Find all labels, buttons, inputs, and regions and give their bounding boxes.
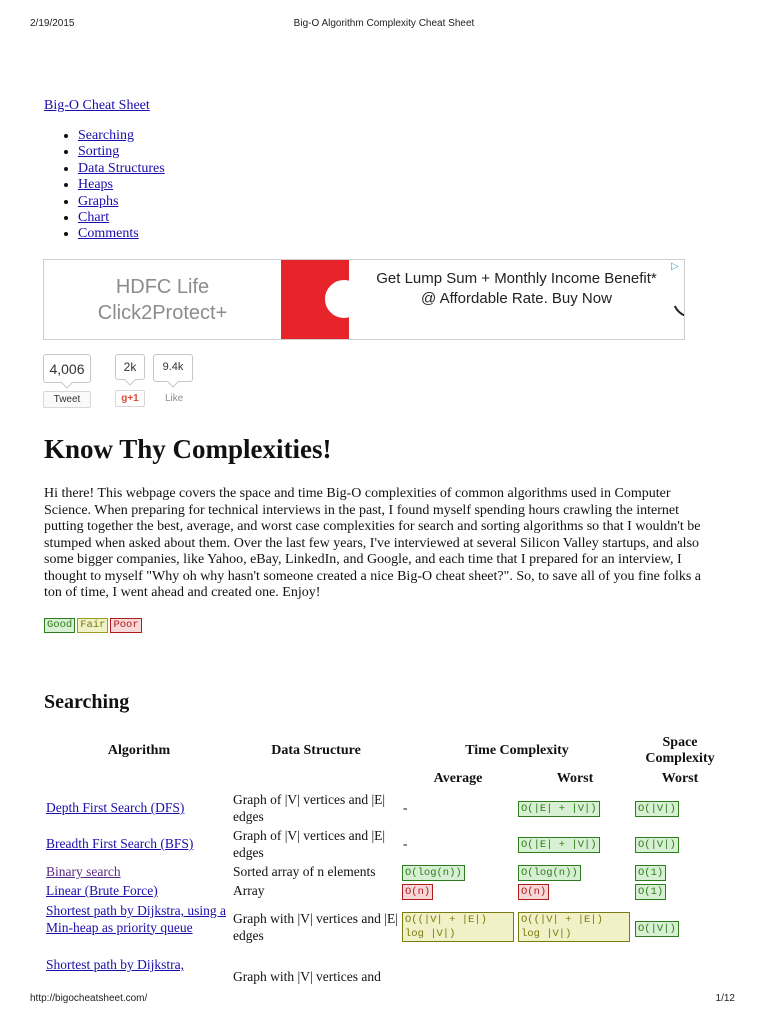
nav-link-heaps[interactable]: Heaps: [78, 177, 113, 193]
section-nav: [44, 128, 165, 243]
nav-link-graphs[interactable]: Graphs: [78, 193, 119, 209]
space-badge-bfs: O(|V|): [635, 837, 679, 853]
nav-item-heaps: [78, 177, 165, 193]
space-badge-binary-search: O(1): [635, 865, 666, 881]
worst-badge-linear: O(n): [518, 884, 549, 900]
average-badge-binary-search: O(log(n)): [402, 865, 465, 881]
nav-link-searching[interactable]: Searching: [78, 128, 134, 143]
algorithm-link-dijkstra-2[interactable]: Shortest path by Dijkstra,: [46, 957, 184, 972]
average-badge-linear: O(n): [402, 884, 433, 900]
like-button[interactable]: Like: [165, 393, 184, 404]
site-title-link[interactable]: Big-O Cheat Sheet: [44, 98, 150, 113]
print-date: 2/19/2015: [30, 18, 75, 29]
algorithm-link-dijkstra-min-heap[interactable]: Shortest path by Dijkstra, using a Min-heap as priority queue: [46, 903, 226, 935]
data-structure-binary-search: Sorted array of n elements: [233, 864, 376, 879]
nav-item-searching: [78, 128, 165, 144]
ad-banner[interactable]: [43, 259, 685, 340]
gplus-label: +1: [127, 393, 139, 404]
rating-legend: [44, 618, 144, 633]
data-structure-dijkstra-min-heap: Graph with |V| vertices and |E| edges: [233, 911, 398, 943]
algorithm-link-dfs[interactable]: Depth First Search (DFS): [46, 800, 185, 815]
nav-item-comments: [78, 226, 165, 242]
nav-item-chart: [78, 210, 165, 226]
legend-fair: Fair: [77, 618, 108, 633]
col-header-average: Average: [433, 771, 483, 786]
algorithm-link-binary-search[interactable]: Binary search: [46, 864, 121, 879]
print-header: [0, 18, 768, 32]
nav-item-sorting: [78, 144, 165, 160]
nav-item-graphs: [78, 194, 165, 210]
col-header-data-structure: Data Structure: [271, 743, 361, 758]
average-bfs: -: [403, 836, 408, 851]
print-footer: [0, 993, 768, 1007]
worst-badge-bfs: O(|E| + |V|): [518, 837, 600, 853]
page-heading: Know Thy Complexities!: [44, 434, 332, 464]
average-badge-dijkstra-min-heap: O((|V| + |E|) log |V|): [402, 912, 514, 942]
worst-badge-dfs: O(|E| + |V|): [518, 801, 600, 817]
col-header-space-complexity: Space Complexity: [645, 735, 715, 766]
col-header-space-worst: Worst: [661, 771, 699, 786]
nav-link-sorting[interactable]: Sorting: [78, 144, 120, 160]
print-page-number: 1/12: [715, 993, 735, 1004]
average-dfs: -: [403, 800, 408, 815]
adchoices-icon[interactable]: ▷: [671, 261, 679, 272]
algorithm-link-linear[interactable]: Linear (Brute Force): [46, 883, 158, 898]
print-url: http://bigocheatsheet.com/: [30, 993, 148, 1004]
col-header-worst: Worst: [556, 771, 594, 786]
space-badge-linear: O(1): [635, 884, 666, 900]
algorithm-link-bfs[interactable]: Breadth First Search (BFS): [46, 836, 194, 851]
data-structure-dijkstra-2: Graph with |V| vertices and: [233, 969, 381, 984]
legend-poor: Poor: [110, 618, 141, 633]
like-count: 9.4k: [153, 354, 193, 382]
col-header-time-complexity: Time Complexity: [465, 743, 569, 758]
gplus-g-icon: g: [121, 393, 128, 404]
ad-brand-line2: Click2Protect+: [97, 302, 228, 324]
print-title: Big-O Algorithm Complexity Cheat Sheet: [293, 18, 475, 29]
nav-link-data-structures[interactable]: Data Structures: [78, 160, 165, 176]
gplus-button[interactable]: [115, 390, 145, 407]
worst-badge-binary-search: O(log(n)): [518, 865, 581, 881]
space-badge-dijkstra-min-heap: O(|V|): [635, 921, 679, 937]
space-badge-dfs: O(|V|): [635, 801, 679, 817]
ad-brand: [44, 260, 281, 339]
gplus-count: 2k: [115, 354, 145, 380]
searching-heading: Searching: [44, 691, 130, 713]
data-structure-linear: Array: [233, 883, 265, 898]
data-structure-bfs: Graph of |V| vertices and |E| edges: [233, 828, 386, 860]
tweet-count: 4,006: [43, 354, 91, 383]
legend-good: Good: [44, 618, 75, 633]
data-structure-dfs: Graph of |V| vertices and |E| edges: [233, 792, 386, 824]
ad-brand-line1: HDFC Life: [115, 276, 210, 298]
worst-badge-dijkstra-min-heap: O((|V| + |E|) log |V|): [518, 912, 630, 942]
nav-link-comments[interactable]: Comments: [78, 226, 139, 242]
col-header-algorithm: Algorithm: [107, 743, 171, 758]
intro-paragraph: Hi there! This webpage covers the space and time Big-O complexities of common algorithms used in Computer Science. When preparing for technical interviews in the past, I found myself spending hours crawling the internet putting together the best, average, and worst case complexities for search and sorting algorithms so that I wouldn't be stumped when asked about them. Over the last few years, I've interviewed at several Silicon Valley startups, and also some bigger companies, like Yahoo, eBay, LinkedIn, and Google, and each time that I prepared for an interview, I thought to myself "Why oh why hasn't someone created a nice Big-O cheat sheet?". So, to save all of you fine folks a ton of time, I went ahead and created one. Enjoy!: [44, 486, 702, 600]
nav-item-data-structures: [78, 161, 165, 177]
tweet-button[interactable]: Tweet: [43, 391, 91, 408]
ad-offer-text: Get Lump Sum + Monthly Income Benefit* @ Affordable Rate. Buy Now: [349, 260, 684, 339]
nav-link-chart[interactable]: Chart: [78, 210, 110, 226]
